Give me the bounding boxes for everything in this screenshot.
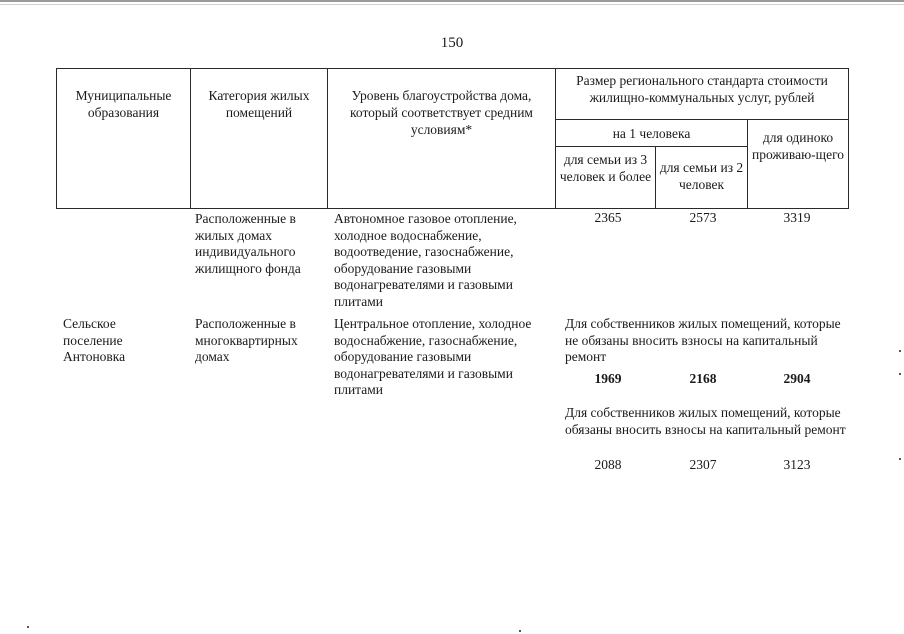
page-number: 150 bbox=[440, 35, 464, 51]
row2-value2-family3: 2088 bbox=[594, 457, 622, 472]
header-family3: для семьи из 3 человек и более bbox=[556, 147, 656, 209]
row1-level: Автономное газовое отопление, холодное водоснабжение, водоотведение, газоснабжение, оборудование газовыми водонагревателями и газовыми плитами bbox=[334, 211, 517, 309]
header-municipality: Муниципальные образования bbox=[57, 69, 191, 209]
scan-edge-line bbox=[0, 0, 904, 2]
scan-edge-line bbox=[0, 4, 904, 5]
header-standard-line2: жилищно-коммунальных услуг, рублей bbox=[589, 90, 815, 105]
row1-value-single: 3319 bbox=[783, 210, 811, 225]
row2-value1-family3: 1969 bbox=[594, 371, 622, 386]
row2-note-not-obliged: Для собственников жилых помещений, которые не обязаны вносить взносы на капитальный ремонт bbox=[565, 316, 841, 364]
header-standard-line1: Размер регионального стандарта стоимости bbox=[576, 73, 828, 88]
row2-note-obliged: Для собственников жилых помещений, которые обязаны вносить взносы на капитальный ремонт bbox=[565, 405, 846, 437]
row1-value-family3: 2365 bbox=[594, 210, 622, 225]
row2-value1-single: 2904 bbox=[783, 371, 811, 386]
row2-municipality: Сельское поселение Антоновка bbox=[63, 316, 126, 364]
header-per-person: на 1 человека bbox=[556, 120, 748, 147]
row1-category: Расположенные в жилых домах индивидуального жилищного фонда bbox=[195, 211, 301, 276]
row2-value1-family2: 2168 bbox=[689, 371, 717, 386]
table-header bbox=[56, 68, 849, 209]
row2-value2-single: 3123 bbox=[783, 457, 811, 472]
row1-value-family2: 2573 bbox=[689, 210, 717, 225]
header-single-person: для одиноко проживаю-щего bbox=[748, 120, 849, 209]
header-level: Уровень благоустройства дома, который соответствует средним условиям* bbox=[328, 69, 556, 209]
header-standard bbox=[556, 69, 849, 120]
scan-speck bbox=[27, 626, 29, 628]
row2-level: Центральное отопление, холодное водоснабжение, газоснабжение, оборудование газовыми водонагревателями и газовыми плитами bbox=[334, 316, 532, 397]
row2-category: Расположенные в многоквартирных домах bbox=[195, 316, 298, 364]
header-category: Категория жилых помещений bbox=[191, 69, 328, 209]
header-family2: для семьи из 2 человек bbox=[656, 147, 748, 209]
row2-value2-family2: 2307 bbox=[689, 457, 717, 472]
scan-speck bbox=[519, 630, 521, 632]
scan-speck bbox=[899, 350, 901, 352]
scan-speck bbox=[899, 373, 901, 375]
scan-speck bbox=[899, 458, 901, 460]
